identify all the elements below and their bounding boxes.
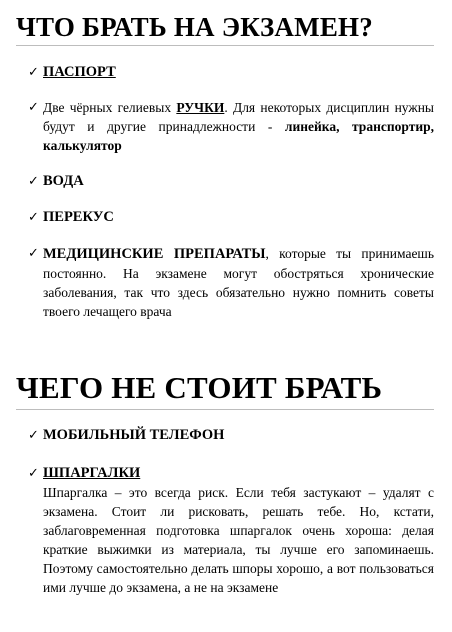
- checkmark-icon: ✓: [28, 65, 39, 80]
- checkmark-icon: ✓: [28, 246, 39, 261]
- pens-emphasis: РУЧКИ: [176, 100, 225, 115]
- title-divider: [16, 45, 434, 46]
- list-item-cribs: [28, 464, 434, 597]
- checkmark-icon: ✓: [28, 466, 39, 481]
- list-item-snack: [28, 208, 434, 227]
- checkmark-icon: ✓: [28, 210, 39, 225]
- medicine-text: , которые ты принимаешь постоянно. На экзамене могут обостряться хронические заболевания, так что здесь обязательно нужно помнить советы твоего лечащего врача: [43, 246, 434, 319]
- pens-text-mid: . Для некоторых дисциплин нужны будут и другие принадлежности -: [43, 100, 434, 134]
- section-title-what-to-take: ЧТО БРАТЬ НА ЭКЗАМЕН?: [16, 12, 373, 42]
- list-item-phone: [28, 426, 434, 445]
- pens-text-pre: Две чёрных гелиевых: [43, 100, 177, 115]
- phone-label: МОБИЛЬНЫЙ ТЕЛЕФОН: [43, 427, 225, 443]
- list-item-passport: [28, 63, 434, 82]
- medicine-emphasis: МЕДИЦИНСКИЕ ПРЕПАРАТЫ: [43, 246, 266, 262]
- list-item-water: [28, 172, 434, 191]
- section-title-what-not-to-take: ЧЕГО НЕ СТОИТ БРАТЬ: [16, 370, 383, 405]
- title-divider: [16, 409, 434, 410]
- checkmark-icon: ✓: [28, 174, 39, 189]
- list-item-pens: [28, 98, 434, 155]
- water-label: ВОДА: [43, 173, 84, 189]
- checkmark-icon: ✓: [28, 428, 39, 443]
- passport-label: ПАСПОРТ: [43, 64, 116, 80]
- cribs-text: Шпаргалка – это всегда риск. Если тебя застукают – удалят с экзамена. Стоит ли рисковать, решать тебе. Но, кстати, заблаговременная подготовка шпаргалок очень хороша: делая краткие выжимки из материала, ты лучше его запоминаешь. Поэтому самостоятельно делать шпоры хорошо, а вот пользоваться ими лучше до экзамена, а не на экзамене: [43, 485, 434, 595]
- snack-label: ПЕРЕКУС: [43, 209, 114, 225]
- cribs-title: ШПАРГАЛКИ: [43, 465, 141, 481]
- pens-tools: линейка, транспортир, калькулятор: [43, 119, 434, 153]
- list-item-medicine: [28, 244, 434, 321]
- checkmark-icon: ✓: [28, 100, 39, 115]
